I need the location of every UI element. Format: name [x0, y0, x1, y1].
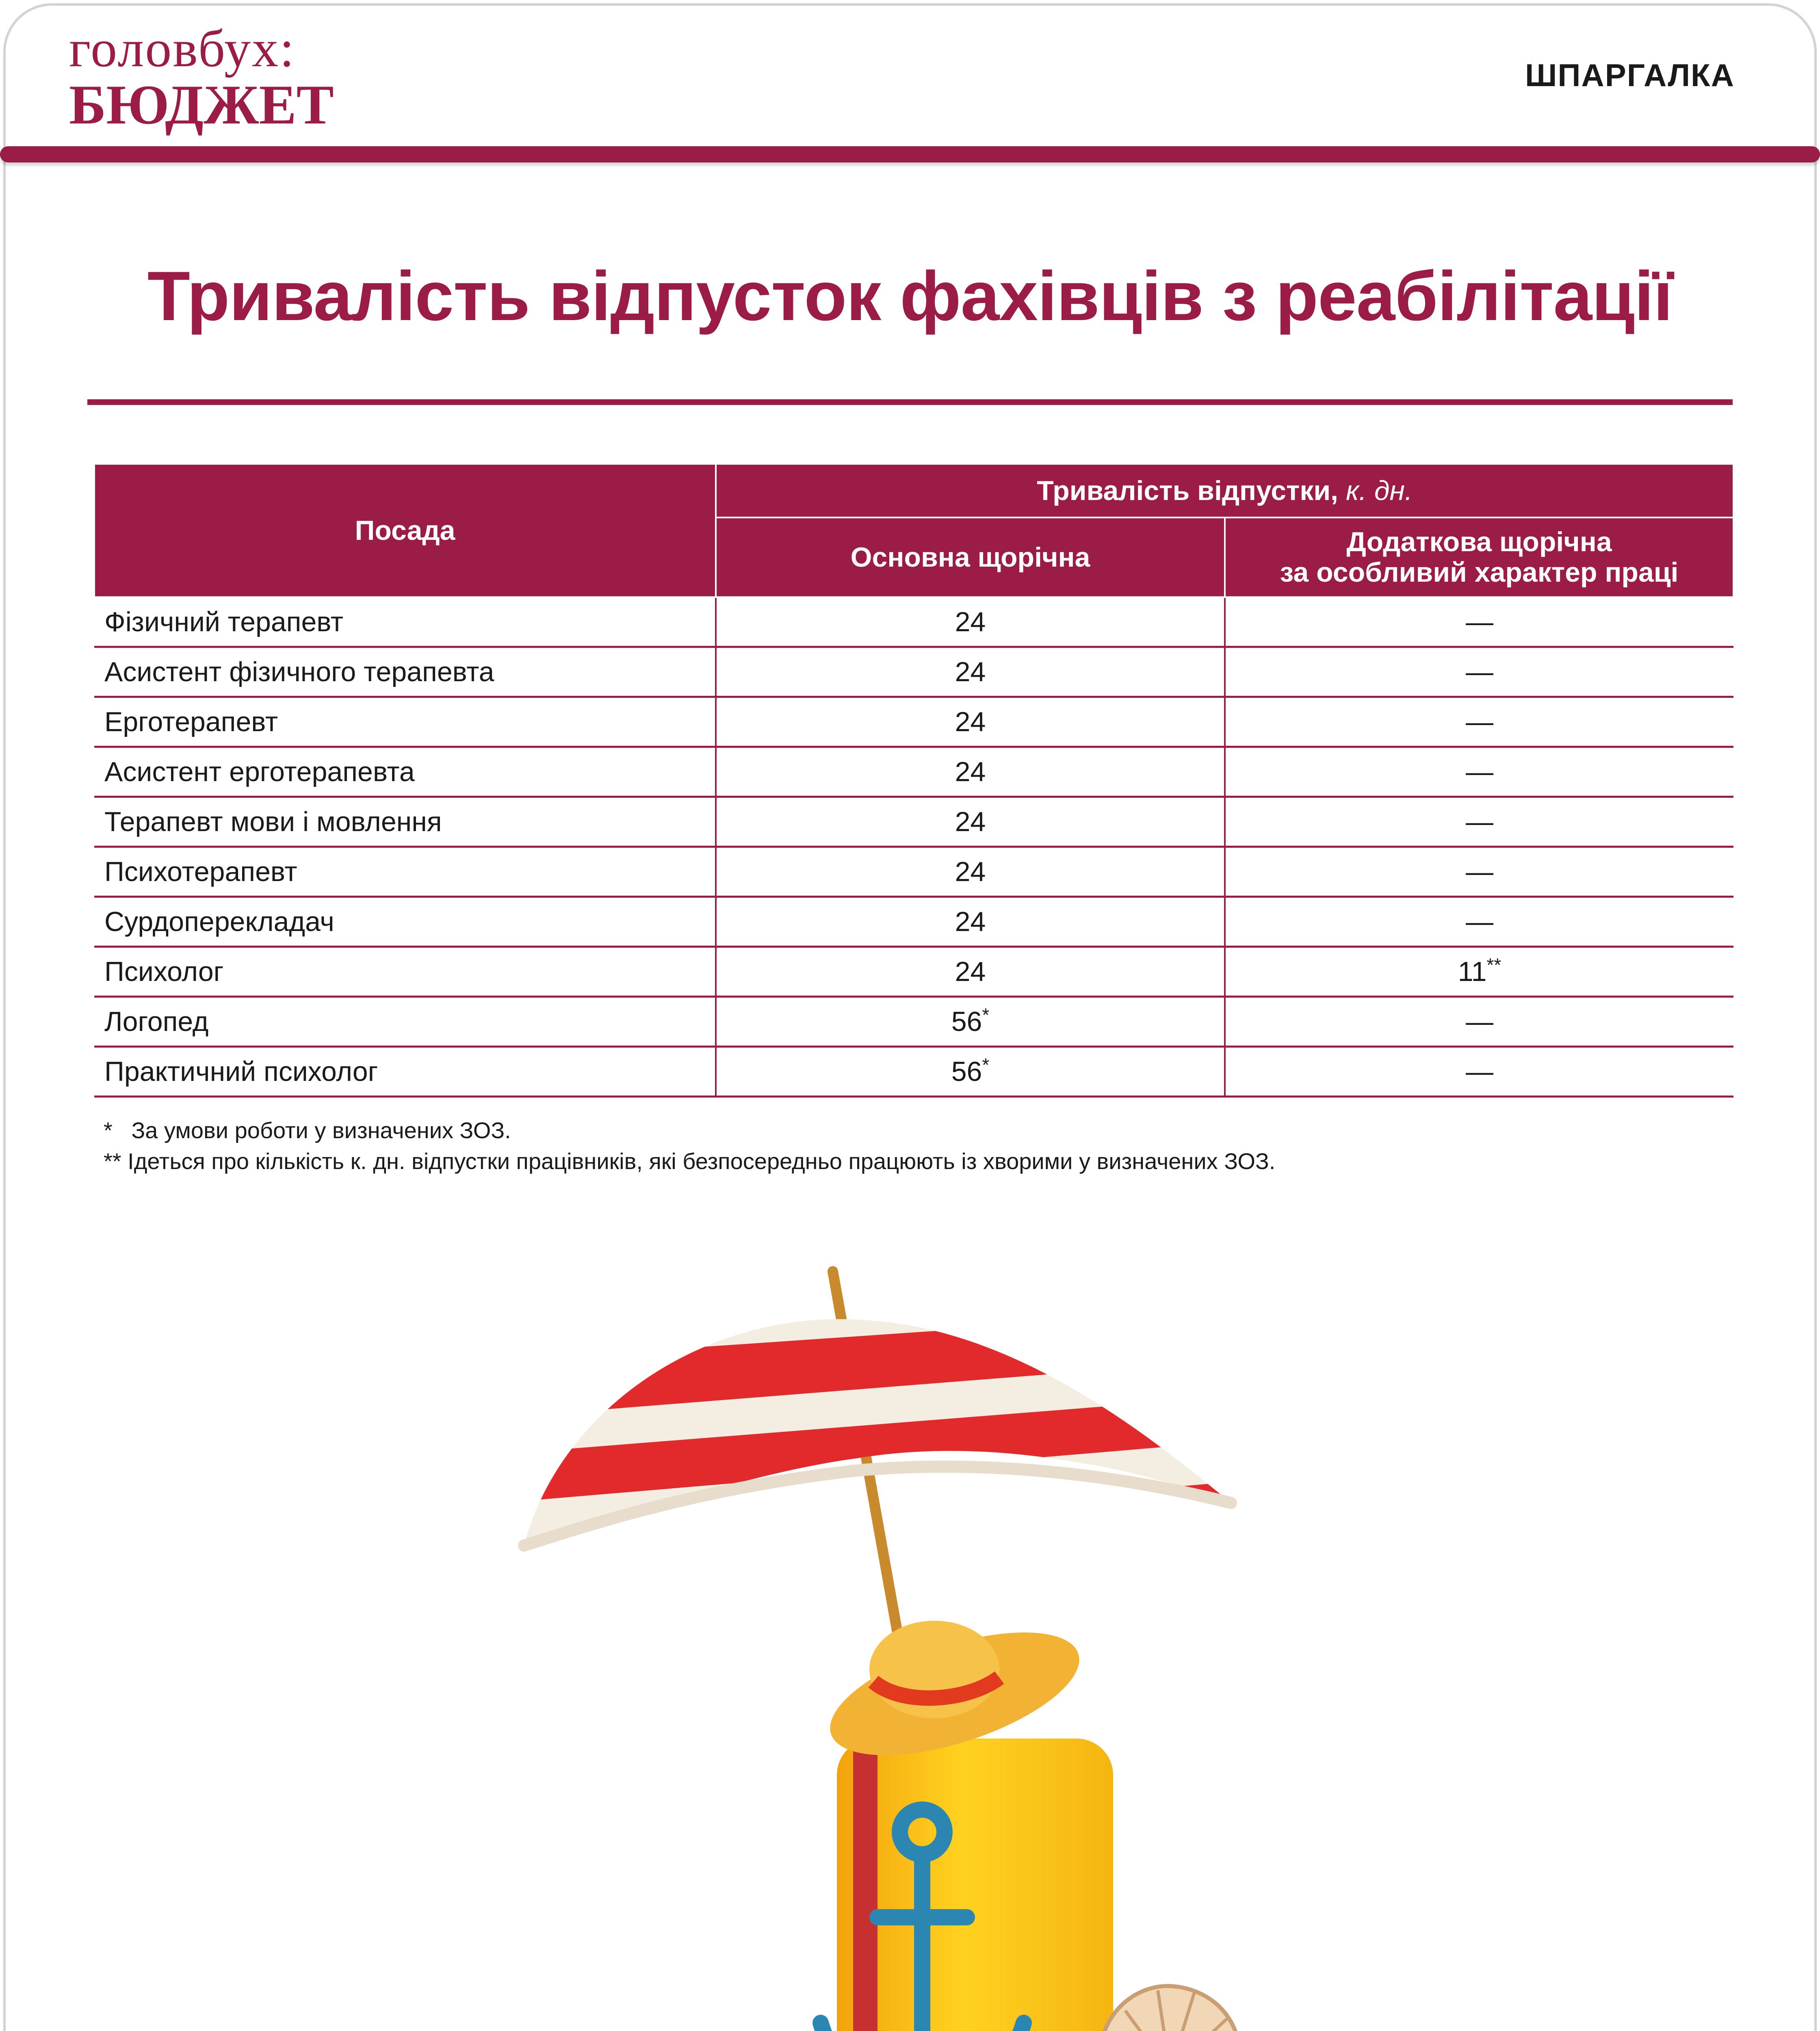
table-row — [94, 847, 1733, 897]
cell-position: Сурдоперекладач — [94, 897, 716, 947]
cell-main: 56* — [716, 997, 1225, 1047]
cell-position: Практичний психолог — [94, 1047, 716, 1097]
footnote-1: * За умови роботи у визначених ЗОЗ. — [104, 1117, 511, 1143]
header-extra: Додаткова щорічна за особливий характер праці — [1225, 517, 1733, 597]
cell-extra: — — [1225, 597, 1733, 647]
cell-position: Терапевт мови і мовлення — [94, 797, 716, 847]
cell-position: Фізичний терапевт — [94, 597, 716, 647]
cell-main: 56* — [716, 1047, 1225, 1097]
vacation-table — [93, 463, 1734, 1098]
suitcase-strap — [853, 1739, 878, 2031]
cell-position: Логопед — [94, 997, 716, 1047]
table-row — [94, 597, 1733, 647]
header-position: Посада — [94, 464, 716, 597]
logo-line-2: БЮДЖЕТ — [69, 74, 334, 136]
table-row — [94, 897, 1733, 947]
footnote-2: ** Ідеться про кількість к. дн. відпустки працівників, які безпосередньо працюють із хворими у визначених ЗОЗ. — [104, 1148, 1276, 1174]
table-row — [94, 997, 1733, 1047]
cell-extra: — — [1225, 1047, 1733, 1097]
table-row — [94, 747, 1733, 797]
page-title: Тривалість відпусток фахівців з реабілітації — [147, 257, 1673, 335]
seashell-icon — [1100, 1986, 1240, 2031]
cell-position: Асистент ерготерапевта — [94, 747, 716, 797]
cell-position: Асистент фізичного терапевта — [94, 647, 716, 697]
table-row — [94, 1047, 1733, 1097]
section-tag: ШПАРГАЛКА — [1525, 57, 1735, 93]
cell-extra: — — [1225, 897, 1733, 947]
cell-main: 24 — [716, 847, 1225, 897]
cell-extra: — — [1225, 747, 1733, 797]
cell-extra: — — [1225, 647, 1733, 697]
header-main: Основна щорічна — [716, 517, 1225, 597]
suitcase-body — [837, 1739, 1113, 2031]
top-band — [0, 146, 1820, 162]
logo-line-1: головбух: — [69, 19, 296, 78]
cell-extra: — — [1225, 847, 1733, 897]
cell-extra: 11** — [1225, 947, 1733, 997]
brand-logo[interactable] — [69, 19, 334, 136]
beach-vacation-illustration — [500, 1259, 1272, 2031]
cell-main: 24 — [716, 797, 1225, 847]
cell-extra: — — [1225, 697, 1733, 747]
cell-main: 24 — [716, 647, 1225, 697]
header-duration-unit: к. дн. — [1346, 475, 1413, 506]
cell-main: 24 — [716, 597, 1225, 647]
cell-extra: — — [1225, 997, 1733, 1047]
cell-main: 24 — [716, 747, 1225, 797]
footnotes — [104, 1115, 1275, 1177]
cell-extra: — — [1225, 797, 1733, 847]
cell-position: Психолог — [94, 947, 716, 997]
table-row — [94, 947, 1733, 997]
header-duration: Тривалість відпустки, к. дн. — [716, 464, 1733, 517]
cell-main: 24 — [716, 947, 1225, 997]
cell-main: 24 — [716, 697, 1225, 747]
table-row — [94, 797, 1733, 847]
cell-main: 24 — [716, 897, 1225, 947]
title-divider — [87, 399, 1733, 405]
table-row — [94, 697, 1733, 747]
table-row — [94, 647, 1733, 697]
cell-position: Ерготерапевт — [94, 697, 716, 747]
cell-position: Психотерапевт — [94, 847, 716, 897]
